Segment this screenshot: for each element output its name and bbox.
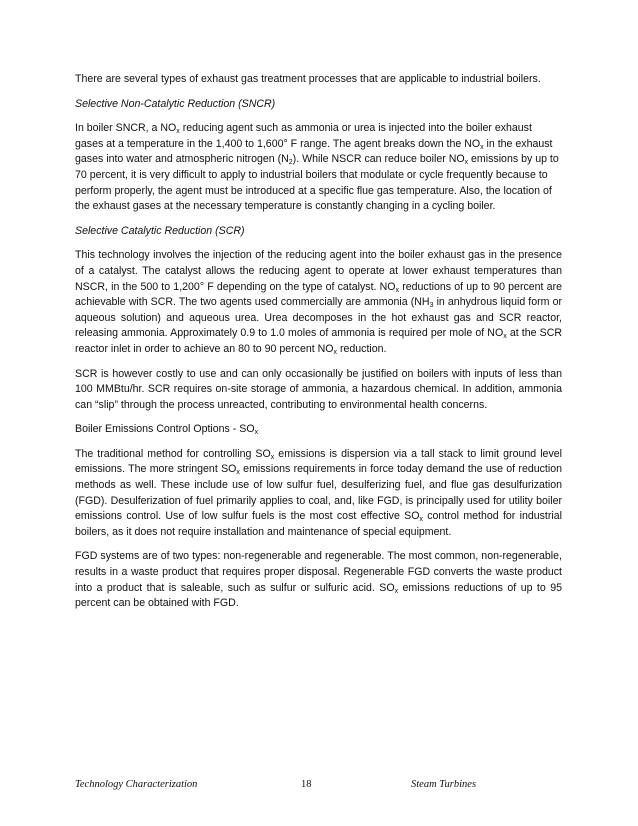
sox1-text-1: The traditional method for controlling SO [75, 447, 271, 460]
sox-paragraph [75, 447, 562, 541]
sox1-text-3: emissions requirements in force today demand the use of reduction methods as well. These include use of low sulfur fuel, desulferizing fuel, and flue gas desulfurization (FGD). Desulferization of fuel primarily applies to coal, and, like FGD, is principally used for utility boiler emissions control. Use of low sulfur fuels is the most cost effective SO [75, 463, 562, 523]
fgd-text-2: emissions reductions of up to 95 percent can be obtained with FGD. [75, 581, 562, 610]
subscript-x: x [176, 128, 180, 136]
sncr-text-3: in the exhaust gases into water and atmospheric nitrogen (N [75, 137, 553, 166]
footer-document-title: Technology Characterization [75, 779, 198, 790]
scr1-text-5: reduction. [337, 342, 387, 355]
sncr-paragraph [75, 121, 562, 215]
subscript-x: x [333, 348, 338, 356]
document-body [75, 72, 562, 621]
subscript-x: x [395, 286, 400, 294]
fgd-paragraph [75, 549, 562, 611]
scr-paragraph-1 [75, 248, 562, 357]
scr1-text-1: This technology involves the injection of the reducing agent into the boiler exhaust gas in the presence of a catalyst. The catalyst allows the reducing agent to operate at lower exhaust temperatures than NSCR, in the 500 to 1,200° F depending on the type of catalyst. NO [75, 249, 562, 293]
sox1-text-4: control method for industrial boilers, as it does not require installation and maintenance of special equipment. [75, 510, 562, 538]
scr-heading: Selective Catalytic Reduction (SCR) [75, 224, 245, 237]
subscript-x: x [236, 469, 240, 477]
sox-heading-text: Boiler Emissions Control Options - SO [75, 423, 255, 436]
subscript-x: x [270, 453, 275, 461]
scr1-text-4: at the SCR reactor inlet in order to achieve an 80 to 90 percent NO [75, 327, 562, 355]
subscript-x: x [254, 429, 259, 437]
sox1-text-2: emissions is dispersion via a tall stack to limit ground level emissions. The more stringent SO [75, 447, 562, 476]
sox-heading [75, 422, 562, 438]
footer-page-number: 18 [301, 779, 312, 790]
subscript-x: x [503, 333, 507, 341]
sncr-text-1: In boiler SNCR, a NO [75, 122, 177, 135]
sncr-heading: Selective Non-Catalytic Reduction (SNCR) [75, 97, 276, 110]
subscript-x: x [419, 516, 423, 524]
sncr-text-5: emissions by up to 70 percent, it is very difficult to apply to industrial boilers that modulate or cycle frequently because to perform properly, the agent must be introduced at a specific flue gas temperature. Also, the location of the exhaust gases at the necessary temperature is constantly changing in a cycling boiler. [75, 153, 559, 213]
scr2-text: SCR is however costly to use and can only occasionally be justified on boilers with inputs of less than 100 MMBtu/hr. SCR requires on-site storage of ammonia, a hazardous chemical. In addition, ammonia can “slip” through the process unreacted, contributing to environmental health concerns. [75, 367, 562, 411]
scr1-text-2: reductions of up to 90 percent are achievable with SCR. The two agents used commercially are ammonia (NH [75, 280, 562, 309]
sncr-text-4: ). While NSCR can reduce boiler NO [292, 153, 465, 166]
intro-text: There are several types of exhaust gas treatment processes that are applicable to industrial boilers. [75, 73, 541, 85]
scr-paragraph-2 [75, 367, 562, 414]
subscript-x: x [464, 159, 469, 167]
sncr-text-2: reducing agent such as ammonia or urea is injected into the boiler exhaust gases at a temperature in the 1,400 to 1,600° F range. The agent breaks down the NO [75, 122, 532, 150]
intro-paragraph [75, 72, 562, 88]
footer-section-title: Steam Turbines [411, 779, 477, 790]
subscript-x: x [480, 143, 484, 151]
subscript-x: x [394, 587, 399, 595]
subscript-3: 3 [429, 302, 434, 310]
subscript-2: 2 [288, 159, 293, 167]
fgd-text-1: FGD systems are of two types: non-regenerable and regenerable. The most common, non-regenerable, results in a waste product that requires proper disposal. Regenerable FGD converts the waste product into a product that is saleable, such as sulfur or sulfuric acid. SO [75, 550, 562, 594]
scr1-text-3: in anhydrous liquid form or aqueous solution) and aqueous urea. Urea decomposes in the hot exhaust gas and SCR reactor, releasing ammonia. Approximately 0.9 to 1.0 moles of ammonia is required per mole of NO [75, 296, 563, 340]
